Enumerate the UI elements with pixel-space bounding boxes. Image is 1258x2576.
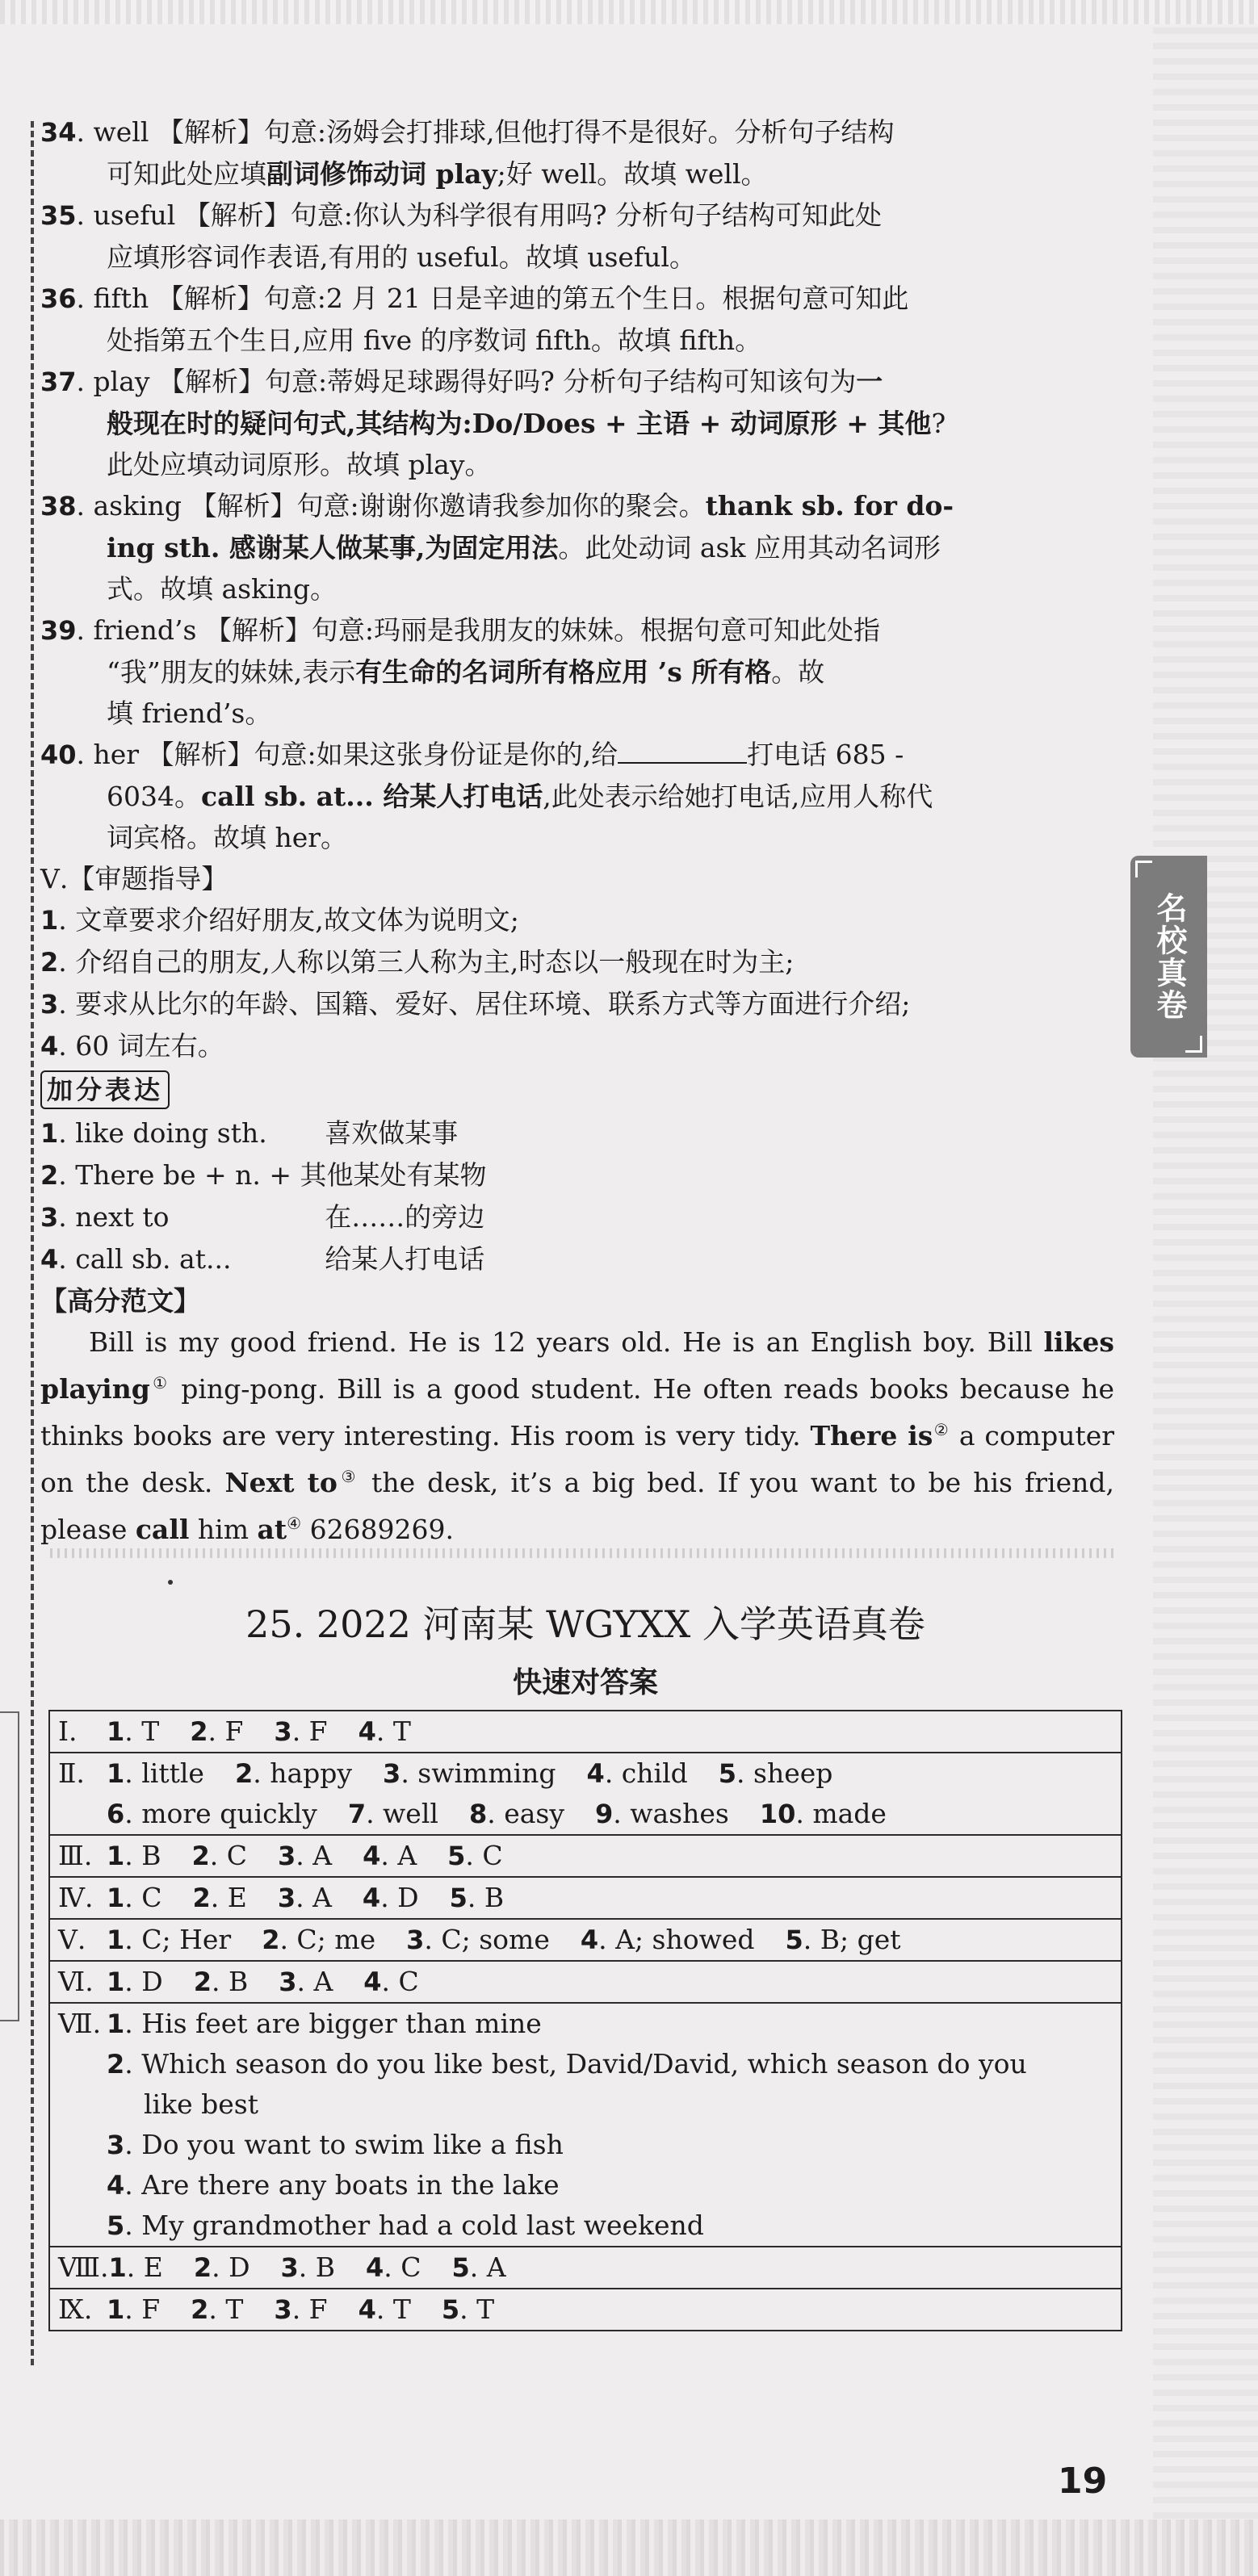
answer-value: . T bbox=[124, 1715, 160, 1747]
answer-line bbox=[58, 2004, 1113, 2044]
item-number: 3 bbox=[40, 989, 59, 1020]
expression-zh: 在……的旁边 bbox=[325, 1201, 485, 1233]
item-number: 1 bbox=[40, 1118, 59, 1149]
text-run: 副词修饰动词 play bbox=[266, 158, 497, 190]
page-edge-bottom bbox=[0, 2519, 1258, 2576]
answer-value: . C bbox=[381, 1966, 419, 1997]
text-run: . her 【解析】句意:如果这张身份证是你的,给 bbox=[76, 739, 619, 770]
answer-number: 5 bbox=[447, 1841, 466, 1871]
section-header-essay: 【高分范文】 bbox=[40, 1285, 200, 1317]
answer-line bbox=[58, 2084, 1113, 2125]
answer-value: . C; me bbox=[279, 1924, 376, 1955]
expression-en: . like doing sth. bbox=[58, 1117, 267, 1149]
answer-line bbox=[58, 2247, 1113, 2288]
answer-value: . C bbox=[384, 2251, 421, 2283]
text-run: ? bbox=[931, 408, 946, 439]
answer-value: . E bbox=[126, 2251, 163, 2283]
answer-value: . T bbox=[208, 2293, 244, 2325]
text-run: 词宾格。故填 her。 bbox=[107, 822, 348, 853]
answer-number: 1 bbox=[107, 1883, 125, 1913]
item-number: 4 bbox=[40, 1244, 59, 1275]
answer-value: . C bbox=[124, 1882, 162, 1913]
answer-number: 4 bbox=[586, 1758, 605, 1789]
answer-value: . child bbox=[604, 1757, 688, 1789]
text-run: 处指第五个生日,应用 five 的序数词 fifth。故填 fifth。 bbox=[107, 325, 762, 356]
expression-zh: 某处有某物 bbox=[353, 1159, 487, 1191]
row-numeral: Ⅱ. bbox=[58, 1757, 85, 1789]
answer-value: . A bbox=[296, 1966, 333, 1997]
answer-number: 5 bbox=[449, 1883, 468, 1913]
answer-number: 2 bbox=[192, 1883, 211, 1913]
item-number: 35 bbox=[40, 200, 77, 231]
guidance-text: . 要求从比尔的年龄、国籍、爱好、居住环境、联系方式等方面进行介绍; bbox=[58, 988, 911, 1020]
answer-line bbox=[58, 2044, 1113, 2084]
answer-number: 2 bbox=[262, 1925, 280, 1955]
text-run: Next to bbox=[224, 1467, 338, 1498]
answer-value: . B bbox=[211, 1966, 249, 1997]
answer-number: 3 bbox=[406, 1925, 425, 1955]
answer-value: . B bbox=[298, 2251, 336, 2283]
text-run: . well 【解析】句意:汤姆会打排球,但他打得不是很好。分析句子结构 bbox=[76, 116, 895, 148]
footnote-mark: ④ bbox=[287, 1514, 302, 1533]
text-run: 应填形容词作表语,有用的 useful。故填 useful。 bbox=[107, 241, 696, 273]
text-run: 此处应填动词原形。故填 play。 bbox=[107, 449, 492, 480]
answer-value: . little bbox=[124, 1757, 204, 1789]
text-run: 。此处动词 ask 应用其动名词形 bbox=[558, 532, 941, 563]
text-run: 一 bbox=[856, 366, 883, 397]
expression-list bbox=[40, 1112, 1114, 1280]
answer-number: 3 bbox=[383, 1758, 401, 1789]
text-run: 般现在时的疑问句式,其结构为:Do/Does + 主语 + 动词原形 + 其他 bbox=[107, 408, 932, 439]
item-number: 2 bbox=[40, 1160, 59, 1191]
model-essay bbox=[40, 1322, 1114, 1550]
answer-number: 2 bbox=[193, 2252, 212, 2283]
row-numeral: Ⅴ. bbox=[58, 1924, 86, 1955]
page-number: 19 bbox=[1058, 2461, 1108, 2502]
answer-number: 4 bbox=[366, 2252, 384, 2283]
explanation-item bbox=[40, 361, 1114, 403]
answer-value: . D bbox=[380, 1882, 419, 1913]
answer-cell bbox=[49, 1711, 1122, 1753]
exam-title: 25. 2022 河南某 WGYXX 入学英语真卷 bbox=[245, 1602, 925, 1646]
answer-value: . Which season do you like best, David/David, which season do you bbox=[124, 2048, 1027, 2080]
text-run: . friend’s 【解析】句意:玛丽是我朋友的妹妹。根据句意可知此处指 bbox=[76, 614, 880, 646]
answer-line bbox=[58, 1878, 1113, 1918]
section-divider bbox=[50, 1548, 1116, 1558]
answer-row bbox=[49, 2247, 1122, 2289]
text-run: 打电话 685 - bbox=[747, 739, 904, 770]
answer-value: . D bbox=[124, 1966, 163, 1997]
guidance-item bbox=[40, 983, 1114, 1025]
text-run: call sb. at... 给某人打电话 bbox=[200, 781, 543, 812]
footnote-mark: ② bbox=[933, 1420, 950, 1439]
text-run: 可知此处应填 bbox=[107, 158, 266, 190]
expression-item bbox=[40, 1154, 1114, 1196]
answer-value: . A bbox=[469, 2251, 506, 2283]
answer-number: 7 bbox=[347, 1799, 367, 1829]
ink-dot bbox=[168, 1580, 173, 1585]
row-numeral: Ⅳ. bbox=[58, 1882, 94, 1913]
page-content bbox=[40, 111, 1114, 1550]
expression-item bbox=[40, 1196, 1114, 1238]
answer-number: 3 bbox=[274, 2294, 292, 2325]
text-run: the desk, it’s a big bed. If you want to be his friend, please bbox=[40, 1467, 1114, 1545]
page-edge-top bbox=[0, 0, 1258, 24]
answer-value: . washes bbox=[613, 1798, 729, 1829]
answer-value: . F bbox=[291, 1715, 328, 1747]
answer-value: . swimming bbox=[400, 1757, 556, 1789]
answer-value: . E bbox=[210, 1882, 247, 1913]
answer-value: . D bbox=[212, 2251, 250, 2283]
answer-cell bbox=[49, 1961, 1122, 2003]
answer-cell bbox=[49, 2289, 1122, 2331]
answer-row bbox=[49, 2289, 1122, 2331]
explanation-item bbox=[40, 734, 1114, 776]
answer-table bbox=[48, 1710, 1122, 2331]
text-run: There is bbox=[810, 1420, 933, 1451]
answer-value: . His feet are bigger than mine bbox=[124, 2008, 542, 2039]
answer-number: 2 bbox=[234, 1758, 254, 1789]
explanation-item bbox=[40, 195, 1114, 237]
text-run: 。故 bbox=[771, 656, 825, 688]
answer-value: . B; get bbox=[803, 1924, 901, 1955]
explanation-line bbox=[40, 651, 1114, 693]
text-run: . fifth 【解析】句意:2 月 21 日是辛迪的第五个生日。根据句意可知此 bbox=[76, 283, 909, 314]
item-number: 2 bbox=[40, 947, 59, 978]
answer-number: 5 bbox=[441, 2294, 460, 2325]
explanation-line bbox=[40, 817, 1114, 858]
text-run: ;好 well。故填 well。 bbox=[497, 158, 768, 190]
answer-value: . T bbox=[375, 2293, 411, 2325]
answer-row bbox=[49, 1919, 1122, 1961]
expression-zh: 给某人打电话 bbox=[325, 1243, 485, 1275]
answer-value: . Do you want to swim like a fish bbox=[124, 2129, 564, 2160]
expression-zh: 喜欢做某事 bbox=[325, 1117, 459, 1149]
answer-row bbox=[49, 1835, 1122, 1877]
fill-blank bbox=[618, 738, 747, 764]
answer-number: 4 bbox=[363, 1967, 382, 1997]
answer-number: 4 bbox=[358, 2294, 376, 2325]
text-run: 填 friend’s。 bbox=[107, 697, 272, 729]
guidance-text: . 介绍自己的朋友,人称以第三人称为主,时态以一般现在时为主; bbox=[58, 946, 795, 978]
text-run: him bbox=[189, 1514, 258, 1545]
explanation-line bbox=[40, 237, 1114, 278]
answer-cell bbox=[49, 1919, 1122, 1961]
text-run: at bbox=[257, 1514, 287, 1545]
answer-row bbox=[49, 1753, 1122, 1835]
guidance-item bbox=[40, 941, 1114, 983]
answer-value: . sheep bbox=[736, 1757, 833, 1789]
answer-line bbox=[58, 2125, 1113, 2165]
answer-value: . more quickly bbox=[124, 1798, 317, 1829]
answer-number: 9 bbox=[594, 1799, 614, 1829]
answer-number: 5 bbox=[107, 2210, 125, 2241]
row-numeral: Ⅵ. bbox=[58, 1966, 94, 1997]
text-run: 有生命的名词所有格应用 ’s 所有格 bbox=[355, 656, 772, 688]
answer-line bbox=[58, 2289, 1113, 2330]
answer-cell bbox=[49, 1835, 1122, 1877]
item-number: 4 bbox=[40, 1031, 59, 1062]
item-number: 38 bbox=[40, 491, 77, 521]
answer-number: 2 bbox=[191, 1841, 210, 1871]
answer-line bbox=[58, 1836, 1113, 1876]
answer-row bbox=[49, 1711, 1122, 1753]
answer-value: . made bbox=[795, 1798, 887, 1829]
text-run: likes playing bbox=[40, 1326, 1114, 1405]
answer-number: 8 bbox=[468, 1799, 488, 1829]
side-tab bbox=[1130, 856, 1207, 1058]
answer-value: . A bbox=[296, 1882, 332, 1913]
answer-value: . well bbox=[366, 1798, 438, 1829]
answer-row bbox=[49, 1961, 1122, 2003]
expression-en: . call sb. at... bbox=[58, 1243, 232, 1275]
text-run: ing sth. 感谢某人做某事,为固定用法 bbox=[107, 532, 559, 563]
guidance-text: . 60 词左右。 bbox=[58, 1030, 224, 1062]
answer-number: 2 bbox=[190, 1716, 208, 1747]
answer-line bbox=[58, 1753, 1113, 1794]
answer-number: 5 bbox=[785, 1925, 803, 1955]
explanation-line bbox=[40, 568, 1114, 609]
answer-cell bbox=[49, 1877, 1122, 1919]
side-tab-label: 名校真卷 bbox=[1151, 892, 1187, 1021]
text-run: a computer on the desk. bbox=[40, 1420, 1115, 1498]
answer-cell bbox=[49, 2247, 1122, 2289]
text-run: call bbox=[135, 1514, 190, 1545]
answer-value: . easy bbox=[487, 1798, 564, 1829]
answer-value: . F bbox=[291, 2293, 328, 2325]
tab-corner-icon bbox=[1135, 861, 1152, 878]
guidance-item bbox=[40, 1025, 1114, 1067]
answer-value: . B bbox=[467, 1882, 505, 1913]
text-run: . play 【解析】句意:蒂姆足球踢得好吗? 分析句子结构可知该句为 bbox=[76, 366, 857, 397]
answer-value: . B bbox=[124, 1840, 161, 1871]
answer-line bbox=[58, 2165, 1113, 2205]
answer-number: 4 bbox=[107, 2170, 125, 2201]
answer-value: . C bbox=[465, 1840, 503, 1871]
row-numeral: Ⅲ. bbox=[58, 1840, 93, 1871]
answer-cell bbox=[49, 1753, 1122, 1835]
guidance-item bbox=[40, 899, 1114, 941]
guidance-list bbox=[40, 899, 1114, 1067]
answer-value: . F bbox=[208, 1715, 244, 1747]
text-run: thank sb. for do- bbox=[705, 490, 954, 521]
expression-item bbox=[40, 1238, 1114, 1280]
answer-line bbox=[58, 1711, 1113, 1752]
answer-number: 1 bbox=[107, 1758, 125, 1789]
item-number: 39 bbox=[40, 615, 77, 646]
answer-value: . A bbox=[296, 1840, 333, 1871]
answer-value: . A; showed bbox=[598, 1924, 755, 1955]
explanation-line bbox=[40, 444, 1114, 485]
explanation-item bbox=[40, 111, 1114, 153]
guidance-text: . 文章要求介绍好朋友,故文体为说明文; bbox=[58, 904, 519, 936]
row-numeral: Ⅰ. bbox=[58, 1715, 78, 1747]
answer-number: 3 bbox=[280, 2252, 299, 2283]
explanation-line bbox=[40, 693, 1114, 734]
answer-cell bbox=[49, 2003, 1122, 2247]
item-number: 37 bbox=[40, 367, 77, 397]
text-run: “我”朋友的妹妹,表示 bbox=[107, 656, 356, 688]
explanation-line bbox=[40, 153, 1114, 195]
answer-number: 4 bbox=[580, 1925, 599, 1955]
answer-number: 5 bbox=[451, 2252, 470, 2283]
answer-number: 4 bbox=[363, 1841, 381, 1871]
answer-number: 3 bbox=[278, 1841, 296, 1871]
tab-corner-icon bbox=[1185, 1036, 1202, 1053]
footnote-mark: ③ bbox=[337, 1467, 359, 1486]
answer-number: 1 bbox=[107, 2294, 125, 2325]
item-number: 3 bbox=[40, 1202, 59, 1233]
answer-line bbox=[58, 1962, 1113, 2002]
text-run: ping-pong. Bill is a good student. He often reads books because he thinks books are very interesting. His room is very tidy. bbox=[40, 1373, 1114, 1451]
answer-value: . C; some bbox=[424, 1924, 550, 1955]
answer-number: 2 bbox=[107, 2049, 125, 2080]
answer-number: 2 bbox=[191, 2294, 209, 2325]
margin-box bbox=[0, 1711, 19, 2021]
explanation-item bbox=[40, 609, 1114, 651]
answer-number: 2 bbox=[193, 1967, 212, 1997]
answer-value: . My grandmother had a cold last weekend bbox=[124, 2209, 704, 2241]
page-edge-right bbox=[1153, 24, 1258, 2519]
answer-value: . C bbox=[209, 1840, 247, 1871]
answer-number: 1 bbox=[107, 2008, 125, 2039]
text-run: . asking 【解析】句意:谢谢你邀请我参加你的聚会。 bbox=[76, 490, 706, 521]
explanation-item bbox=[40, 485, 1114, 527]
answer-number: 1 bbox=[107, 1925, 125, 1955]
text-run: Bill is my good friend. He is 12 years old. He is an English boy. Bill bbox=[89, 1326, 1044, 1358]
text-run: 式。故填 asking。 bbox=[107, 573, 338, 605]
expression-en: . There be + n. + 其他 bbox=[58, 1159, 354, 1191]
answer-line bbox=[58, 2205, 1113, 2246]
explanation-line bbox=[40, 320, 1114, 361]
answer-number: 1 bbox=[107, 1841, 125, 1871]
answer-value: . F bbox=[124, 2293, 161, 2325]
text-run: . useful 【解析】句意:你认为科学很有用吗? 分析句子结构可知此处 bbox=[76, 199, 883, 231]
bonus-expression-tag: 加分表达 bbox=[40, 1070, 170, 1109]
answer-line bbox=[58, 1794, 1113, 1834]
answer-value: . happy bbox=[253, 1757, 353, 1789]
row-numeral: Ⅸ. bbox=[58, 2293, 93, 2325]
answer-number: 5 bbox=[718, 1758, 737, 1789]
answer-number: 1 bbox=[107, 1967, 125, 1997]
item-number: 36 bbox=[40, 283, 77, 314]
explanation-item bbox=[40, 278, 1114, 320]
item-number: 34 bbox=[40, 117, 77, 148]
item-number: 1 bbox=[40, 905, 59, 936]
explanation-line bbox=[40, 527, 1114, 568]
answer-number: 4 bbox=[358, 1716, 376, 1747]
answer-number: 3 bbox=[277, 1883, 296, 1913]
answer-number: 3 bbox=[279, 1967, 297, 1997]
text-run: 62689269. bbox=[301, 1514, 455, 1545]
answer-value: . T bbox=[459, 2293, 495, 2325]
answer-number: 1 bbox=[108, 2252, 127, 2283]
footnote-mark: ① bbox=[149, 1373, 170, 1393]
answer-row bbox=[49, 2003, 1122, 2247]
answer-number: 1 bbox=[107, 1716, 125, 1747]
section-header-guidance: Ⅴ.【审题指导】 bbox=[40, 863, 229, 894]
answer-number: 3 bbox=[274, 1716, 292, 1747]
answer-number: 4 bbox=[362, 1883, 381, 1913]
binding-dashed-line bbox=[31, 121, 34, 2365]
explanation-line bbox=[40, 776, 1114, 817]
answer-value: . T bbox=[375, 1715, 411, 1747]
answer-line bbox=[58, 1920, 1113, 1960]
answer-value: . A bbox=[380, 1840, 417, 1871]
text-run: 6034。 bbox=[107, 781, 201, 812]
row-numeral: Ⅷ. bbox=[58, 2251, 109, 2283]
item-number: 40 bbox=[40, 739, 77, 770]
answer-number: 3 bbox=[107, 2130, 125, 2160]
answer-number: 10 bbox=[759, 1799, 796, 1829]
answer-row bbox=[49, 1877, 1122, 1919]
explanation-list bbox=[40, 111, 1114, 858]
expression-en: . next to bbox=[58, 1201, 170, 1233]
answer-value: like best bbox=[144, 2088, 258, 2120]
text-run: ,此处表示给她打电话,应用人称代 bbox=[543, 781, 933, 812]
row-numeral: Ⅶ. bbox=[58, 2008, 102, 2039]
explanation-line bbox=[40, 403, 1114, 444]
expression-item bbox=[40, 1112, 1114, 1154]
answer-value: . Are there any boats in the lake bbox=[124, 2169, 560, 2201]
answer-value: . C; Her bbox=[124, 1924, 232, 1955]
answer-number: 6 bbox=[107, 1799, 125, 1829]
answer-key-title: 快速对答案 bbox=[512, 1666, 658, 1699]
